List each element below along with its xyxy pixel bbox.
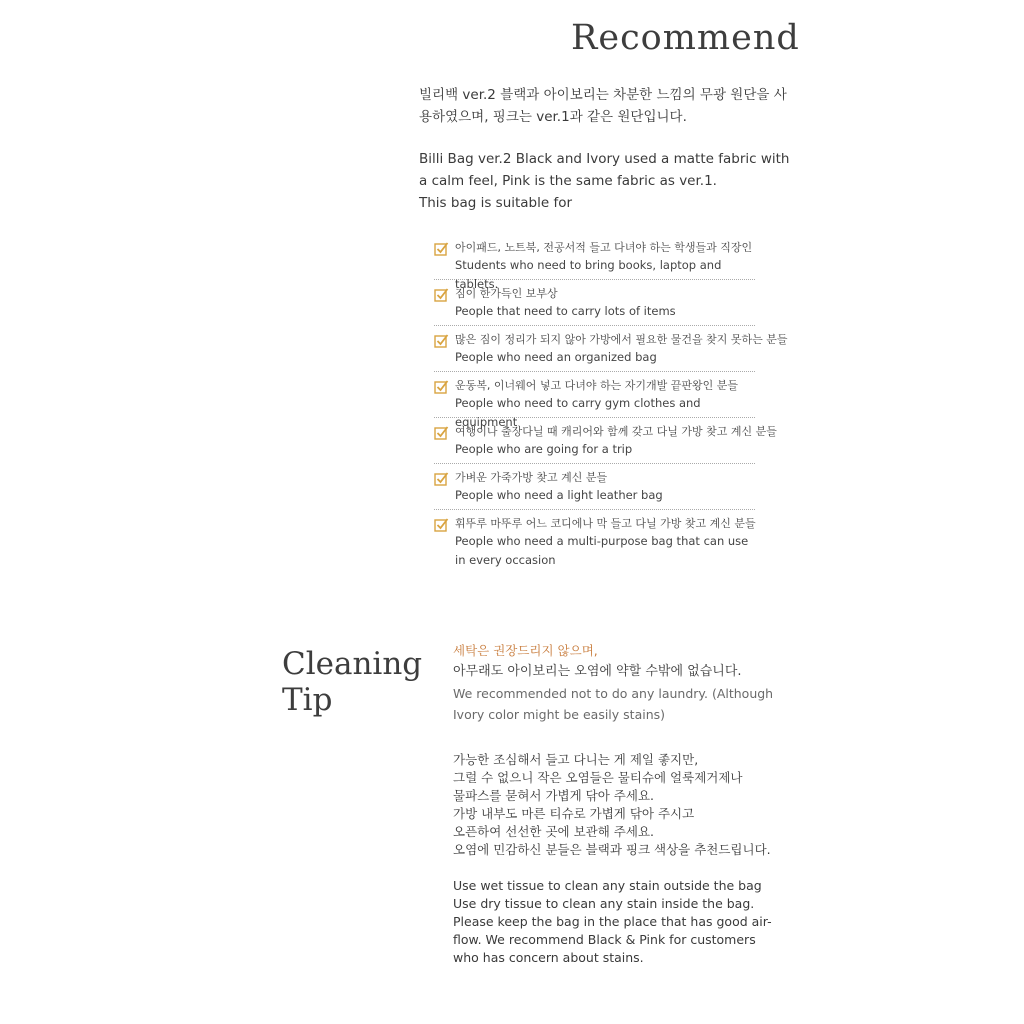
list-item-english: People who are going for a trip [455,442,633,456]
list-item [434,419,777,464]
care-line: 오염에 민감하신 분들은 블랙과 핑크 색상을 추천드립니다. [453,842,771,857]
care-line: who has concern about stains. [453,950,644,965]
care-line: flow. We recommend Black & Pink for customers [453,932,756,947]
care-line: 물파스를 묻혀서 가볍게 닦아 주세요. [453,788,654,803]
checkbox-checked-icon [434,471,449,486]
checkbox-checked-icon [434,287,449,302]
laundry-warning-block [453,641,773,725]
intro-english-line: Billi Bag ver.2 Black and Ivory used a matte fabric with [419,151,790,167]
list-item-korean: 여행이나 출장다닐 때 캐리어와 함께 갖고 다닐 가방 찾고 계신 분들 [455,425,777,438]
list-item-english: People who need to carry gym clothes and equipment [455,396,701,429]
cleaning-title-line: Cleaning [282,646,423,682]
laundry-warning-korean: 세탁은 권장드리지 않으며, [453,643,598,658]
care-line: 오픈하여 선선한 곳에 보관해 주세요. [453,824,654,839]
list-item-korean: 짐이 한가득인 보부상 [455,287,558,300]
list-item [434,281,755,326]
list-item-english: People that need to carry lots of items [455,304,676,318]
care-line: 그럴 수 없으니 작은 오염들은 물티슈에 얼룩제거제나 [453,770,743,785]
list-item-english: People who need a light leather bag [455,488,663,502]
care-instructions-english [453,877,773,967]
checkbox-checked-icon [434,517,449,532]
intro-english-line: This bag is suitable for [419,195,573,211]
intro-english-text [419,148,789,214]
suitable-for-list [434,235,788,573]
laundry-note-english: We recommended not to do any laundry. (Although [453,686,774,701]
list-item-korean: 가벼운 가죽가방 찾고 계신 분들 [455,471,608,484]
checkbox-checked-icon [434,333,449,348]
care-line: 가방 내부도 마른 티슈로 가볍게 닦아 주시고 [453,806,695,821]
recommend-heading: Recommend [571,18,800,58]
list-item [434,511,755,573]
care-line: Please keep the bag in the place that has good air- [453,914,772,929]
ivory-note-korean: 아무래도 아이보리는 오염에 약할 수밖에 없습니다. [453,664,742,679]
list-item [434,327,788,372]
checkbox-checked-icon [434,379,449,394]
care-line: 가능한 조심해서 들고 다니는 게 제일 좋지만, [453,752,699,767]
care-line: Use dry tissue to clean any stain inside the bag. [453,896,755,911]
checkbox-checked-icon [434,425,449,440]
cleaning-tip-heading [282,646,442,718]
list-item-korean: 휘뚜루 마뚜루 어느 코디에나 막 들고 다닐 가방 찾고 계신 분들 [455,517,756,530]
list-item-korean: 운동복, 이너웨어 넣고 다녀야 하는 자기개발 끝판왕인 분들 [455,379,738,392]
laundry-note-english: Ivory color might be easily stains) [453,707,666,722]
list-item [434,465,755,510]
care-line: Use wet tissue to clean any stain outside the bag [453,878,762,893]
list-item-english: People who need an organized bag [455,350,657,364]
cleaning-title-line: Tip [282,682,333,718]
list-item-korean: 많은 짐이 정리가 되지 않아 가방에서 필요한 물건을 찾지 못하는 분들 [455,333,788,346]
list-item [434,373,755,429]
list-item-english: Students who need to bring books, laptop and tablets. [455,258,722,291]
list-item [434,235,755,291]
intro-korean-text: 빌리백 ver.2 블랙과 아이보리는 차분한 느낌의 무광 원단을 사용하였으며, 핑크는 ver.1과 같은 원단입니다. [419,87,787,125]
intro-english-line: a calm feel, Pink is the same fabric as ver.1. [419,173,717,189]
list-item-english: People who need a multi-purpose bag that can use in every occasion [455,534,749,567]
list-item-korean: 아이패드, 노트북, 전공서적 들고 다녀야 하는 학생들과 직장인 [455,241,753,254]
care-instructions-korean [453,751,773,859]
checkbox-checked-icon [434,241,449,256]
